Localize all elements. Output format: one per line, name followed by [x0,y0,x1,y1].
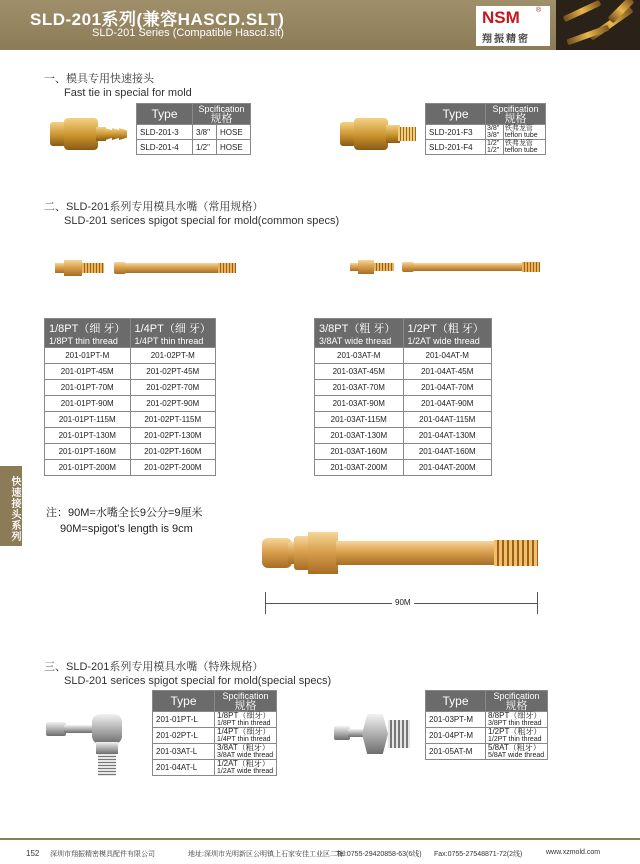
footer-address: 地址:深圳市光明新区公明镇上石家安佳工业区二栋 [188,851,344,858]
section-3-heading [44,660,331,688]
section-2-title-cn: 二、SLD-201系列专用模具水嘴（常用规格） [44,201,264,213]
long-spigot-image-1 [114,260,236,276]
column-header-type: Type [153,691,215,712]
logo-chinese-name: 翔振精密 [482,34,530,45]
section-3-title-en: SLD-201 serices spigot special for mold(special specs) [64,675,332,687]
table-row: 201-01PT-L 1/8PT（细牙） 1/8PT thin thread [153,712,277,728]
table-row: 201-01PT-200M 201-02PT-200M [45,460,216,476]
short-spigot-image-1 [55,260,105,276]
short-spigot-image-2 [350,260,396,274]
elbow-spigot-image [46,708,126,778]
table-row: SLD-201-3 3/8" HOSE [137,125,251,140]
table-row: SLD-201-F3 3/8" 3/8" 铁弗龙管 teflon tube [426,125,546,140]
footer-fax: Fax:0755-27548871-72(2线) [434,851,523,858]
table-row: 201-05AT-M 5/8AT（粗牙） 5/8AT wide thread [426,744,548,760]
column-header-spec: Spcification 规格 [215,691,277,712]
table-row: 201-03PT-M 8/8PT（细牙） 3/8PT thin thread [426,712,548,728]
column-header-type: Type [426,104,486,125]
page-subtitle: SLD-201 Series (Compatible Hascd.slt) [92,27,284,39]
table-row: SLD-201-F4 1/2" 1/2" 铁弗龙管 teflon tube [426,140,546,155]
table-row: 201-03AT-130M 201-04AT-130M [315,428,492,444]
column-header-1-8pt: 1/8PT（细 牙） 1/8PT thin thread [45,319,131,348]
section-1-title-cn: 一、模具专用快速接头 [44,73,154,85]
section-1-heading [44,72,192,100]
table-row: 201-03AT-45M 201-04AT-45M [315,364,492,380]
thin-thread-table [44,318,216,476]
length-note-en: 90M=spigot’s length is 9cm [60,523,193,535]
dimension-label: 90M [392,598,414,607]
column-header-type: Type [426,691,486,712]
page-footer [0,838,640,864]
header-product-photo [556,0,640,50]
dimension-tick-right [537,592,538,614]
hose-coupler-image [50,118,130,150]
long-spigot-image-2 [402,260,540,274]
logo-wordmark: NSM [482,8,520,27]
length-note-cn: 注：90M=水嘴全长9公分=9厘米 [46,507,203,519]
column-header-spec: Spcification 规格 [486,691,548,712]
table-row: 201-03AT-115M 201-04AT-115M [315,412,492,428]
section-1-left-table [136,103,251,155]
footer-tel: Tel:0755-29420858-63(6线) [336,851,422,858]
table-row: 201-03AT-160M 201-04AT-160M [315,444,492,460]
section-2-title-en: SLD-201 serices spigot special for mold(common specs) [64,215,340,227]
column-header-1-2pt: 1/2PT（粗 牙） 1/2AT wide thread [403,319,492,348]
footer-website[interactable]: www.xzmold.com [546,849,601,856]
table-row: 201-04AT-L 1/2AT（粗牙） 1/2AT wide thread [153,760,277,776]
table-row: 201-03AT-200M 201-04AT-200M [315,460,492,476]
table-row: 201-01PT-90M 201-02PT-90M [45,396,216,412]
column-header-spec: Spcification 规格 [193,104,251,125]
page-number: 152 [26,849,40,858]
section-1-title-en: Fast tie in special for mold [64,87,192,99]
section-1-right-table [425,103,546,155]
table-row: 201-03AT-M 201-04AT-M [315,348,492,364]
table-row: 201-01PT-115M 201-02PT-115M [45,412,216,428]
teflon-coupler-image [340,118,420,150]
table-row: 201-01PT-70M 201-02PT-70M [45,380,216,396]
length-note [46,505,202,537]
section-2-heading [44,200,339,228]
table-row: 201-02PT-L 1/4PT（细牙） 1/4PT thin thread [153,728,277,744]
table-row: 201-03AT-70M 201-04AT-70M [315,380,492,396]
wide-thread-table [314,318,492,476]
section-3-left-table [152,690,277,776]
column-header-spec: Spcification 规格 [486,104,546,125]
table-row: 201-01PT-130M 201-02PT-130M [45,428,216,444]
company-logo [476,6,550,46]
page-header [0,0,640,50]
column-header-3-8pt: 3/8PT（粗 牙） 3/8AT wide thread [315,319,404,348]
large-spigot-image [262,532,538,574]
section-3-title-cn: 三、SLD-201系列专用模具水嘴（特殊规格） [44,661,264,673]
table-row: SLD-201-4 1/2" HOSE [137,140,251,155]
hex-spigot-image [334,712,410,756]
column-header-type: Type [137,104,193,125]
table-row: 201-03AT-L 3/8AT（粗牙） 3/8AT wide thread [153,744,277,760]
side-category-tab: 快速接头系列 [0,466,22,546]
page-title: SLD-201系列(兼容HASCD.SLT) [30,10,285,29]
table-row: 201-01PT-160M 201-02PT-160M [45,444,216,460]
footer-company: 深圳市翔振精密模具配件有限公司 [50,851,155,858]
logo-registered-mark: ® [536,7,542,14]
table-row: 201-01PT-45M 201-02PT-45M [45,364,216,380]
table-row: 201-01PT-M 201-02PT-M [45,348,216,364]
table-row: 201-03AT-90M 201-04AT-90M [315,396,492,412]
column-header-1-4pt: 1/4PT（细 牙） 1/4PT thin thread [130,319,216,348]
table-row: 201-04PT-M 1/2PT（粗牙） 1/2PT thin thread [426,728,548,744]
section-3-right-table [425,690,548,760]
